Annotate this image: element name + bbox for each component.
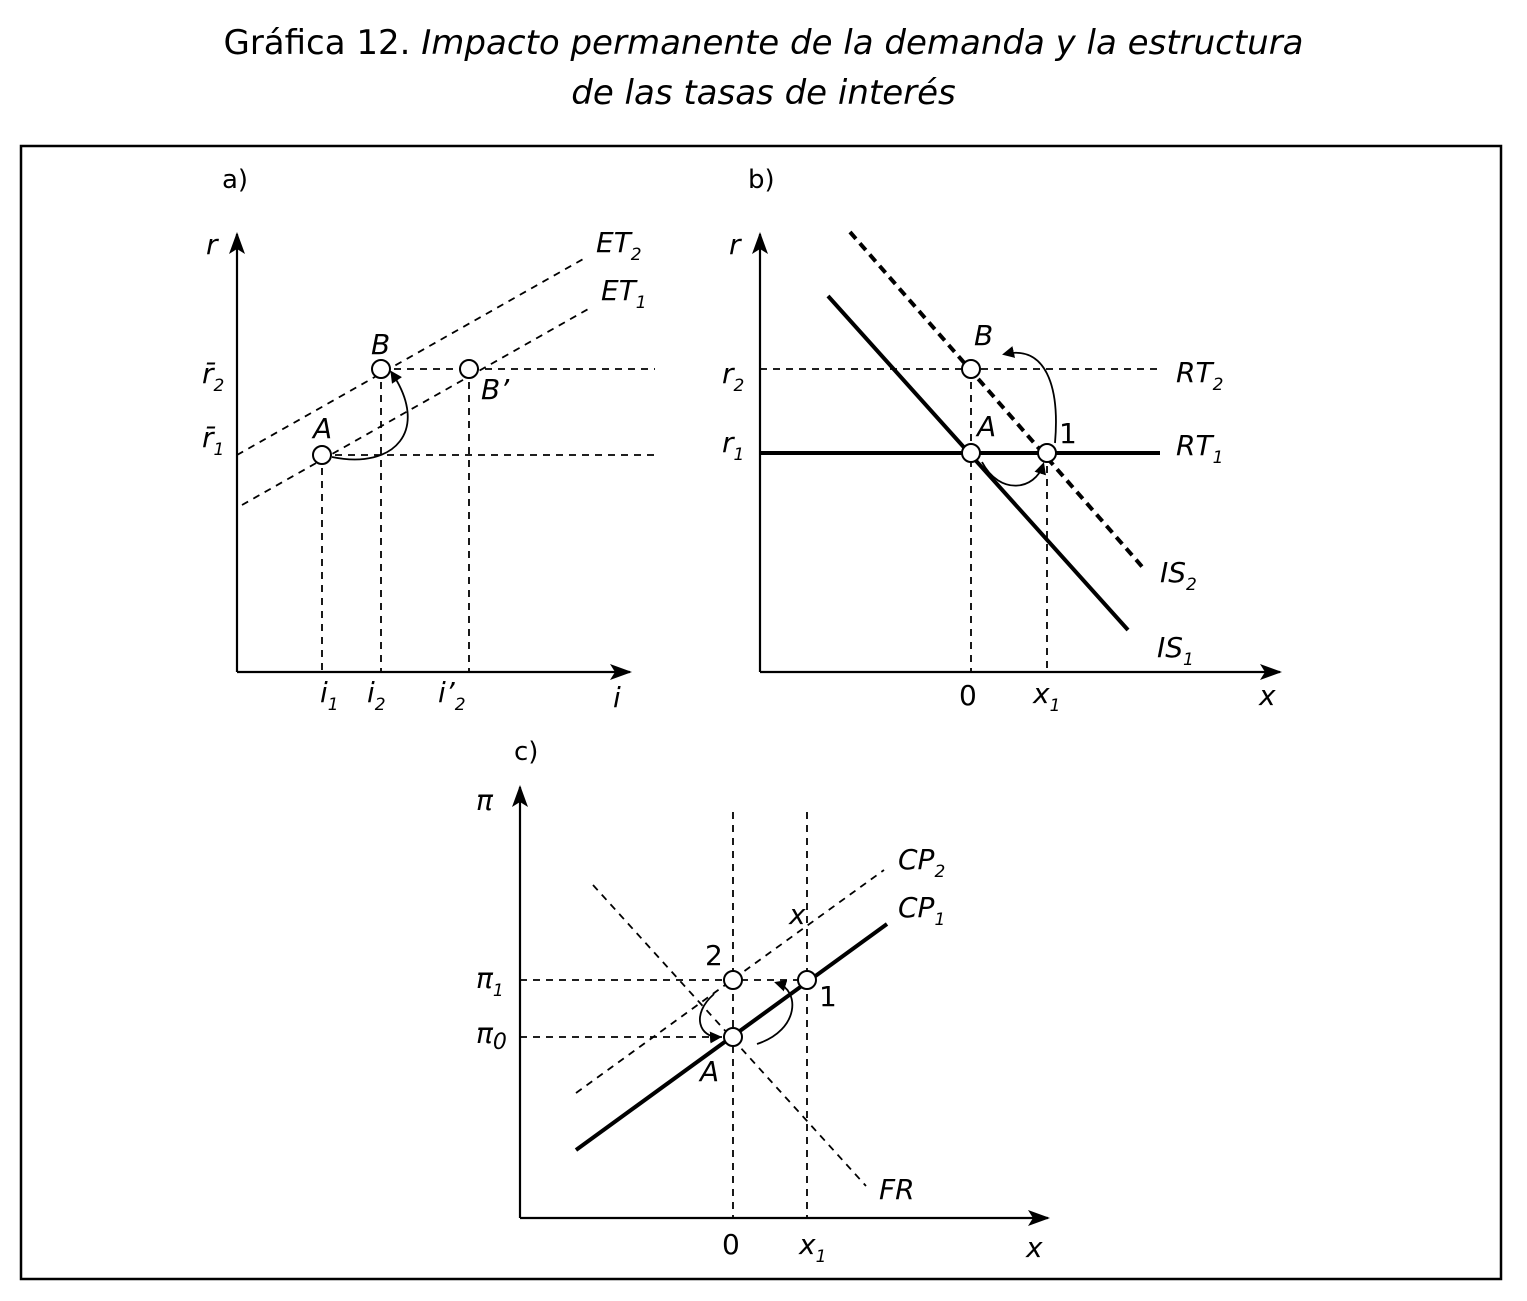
panel-c-label: c) xyxy=(514,737,539,767)
panel-b-r1-tick: $r_1$ xyxy=(722,426,745,465)
panel-c-label-2: 2 xyxy=(705,939,723,972)
panel-b-x1-tick: $x_1$ xyxy=(1033,677,1061,716)
panel-a-i2-tick: $i_2$ xyxy=(367,676,386,715)
panel-a-label-a: A xyxy=(313,412,333,445)
panel-a-point-b xyxy=(372,360,390,378)
panel-b-label-a: A xyxy=(977,410,997,443)
panel-c-point-a xyxy=(724,1028,742,1046)
panel-b-label-1: 1 xyxy=(1059,417,1077,450)
panel-a-label: a) xyxy=(222,165,249,195)
panel-a xyxy=(202,165,655,715)
cp1-label: $CP_1$ xyxy=(898,891,946,930)
panel-b-point-b xyxy=(962,360,980,378)
panel-a-point-a xyxy=(313,446,331,464)
panel-c-y-axis-label: π xyxy=(476,784,493,817)
is2-line xyxy=(850,232,1145,570)
panel-b-y-axis-label: r xyxy=(729,228,741,261)
panel-b-zero-tick: 0 xyxy=(959,679,977,712)
is1-label: $IS_1$ xyxy=(1157,631,1194,670)
panel-b-point-a xyxy=(962,444,980,462)
panel-c-pi1-tick: $\pi_1$ xyxy=(476,962,504,1001)
cp2-label: $CP_2$ xyxy=(898,843,946,882)
panel-b-point-1 xyxy=(1038,444,1056,462)
title-line-2: de las tasas de interés xyxy=(571,73,956,113)
panel-c-zero-tick: 0 xyxy=(722,1228,740,1261)
panel-b xyxy=(722,165,1280,716)
panel-a-y-axis-label: r xyxy=(206,228,218,261)
et1-label: $ET_1$ xyxy=(601,274,647,313)
panel-a-x-axis-label: i xyxy=(613,681,621,714)
panel-b-arrow-a-to-1 xyxy=(982,462,1043,486)
fr-label: FR xyxy=(879,1173,915,1206)
is2-label: $IS_2$ xyxy=(1160,556,1197,595)
panel-a-point-bp xyxy=(460,360,478,378)
panel-c-label-a: A xyxy=(700,1055,720,1088)
panel-b-label: b) xyxy=(748,165,775,195)
panel-a-label-b: B xyxy=(371,328,391,361)
panel-a-r1-tick: $r̄_1$ xyxy=(202,421,225,460)
panel-b-arrow-1-to-b xyxy=(1005,353,1056,443)
panel-b-x-axis-label: x xyxy=(1259,679,1276,712)
panel-c-label-1: 1 xyxy=(819,980,837,1013)
panel-b-label-b: B xyxy=(974,319,994,352)
panel-a-i2p-tick: $i’_2$ xyxy=(438,676,466,715)
panel-a-transition-arrow xyxy=(332,373,408,459)
panel-b-r2-tick: $r_2$ xyxy=(722,357,745,396)
panel-c-point-2 xyxy=(724,971,742,989)
panel-c-x-mark: x xyxy=(789,898,806,931)
title-prefix: Gráfica 12. xyxy=(223,23,422,63)
panel-c-pi0-tick: $\pi_0$ xyxy=(476,1017,507,1055)
panel-a-i1-tick: $i_1$ xyxy=(320,676,339,715)
panel-c xyxy=(476,737,1048,1267)
et1-line xyxy=(242,308,590,505)
panel-a-r2-tick: $r̄_2$ xyxy=(202,357,225,396)
panel-c-x1-tick: $x_1$ xyxy=(799,1228,827,1267)
et2-label: $ET_2$ xyxy=(596,226,642,265)
rt2-label: $RT_2$ xyxy=(1176,356,1224,395)
panel-c-point-1 xyxy=(798,971,816,989)
title-italic-1: Impacto permanente de la demanda y la estructura xyxy=(421,23,1304,63)
rt1-label: $RT_1$ xyxy=(1176,429,1224,468)
et2-line xyxy=(237,258,585,455)
panel-a-label-bp: B’ xyxy=(481,373,510,406)
panel-c-x-axis-label: x xyxy=(1026,1231,1043,1264)
